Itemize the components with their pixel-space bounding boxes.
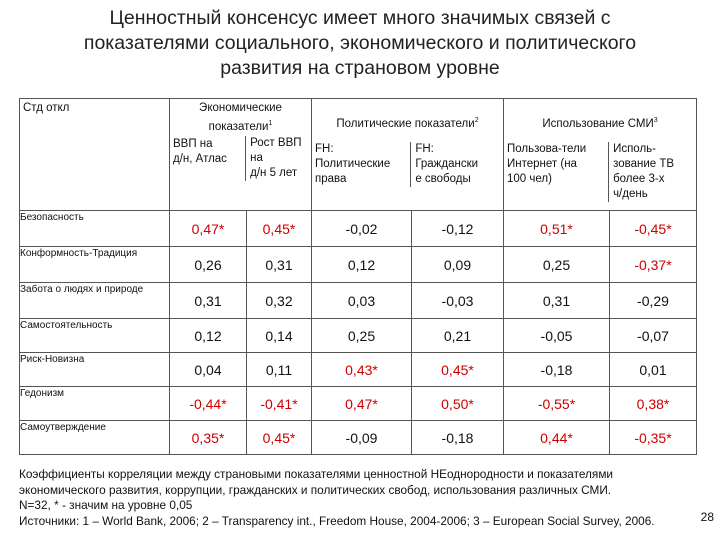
correlation-cell: -0,41* (247, 387, 312, 421)
col-civ-line2: Граждански (415, 157, 479, 170)
col-header-political-rights (312, 142, 410, 187)
row-label: Конформность-Традиция (20, 247, 170, 283)
correlation-cell: 0,44* (504, 421, 610, 455)
col-tv-line4: ч/день (613, 187, 648, 200)
col-header-gdp-growth (245, 136, 311, 181)
table-row (20, 421, 697, 455)
footnote-line-4: Источники: 1 – World Bank, 2006; 2 – Transparency int., Freedom House, 2004-2006; 3 – European Social Survey, 2006. (19, 513, 655, 528)
correlation-cell: 0,38* (610, 387, 697, 421)
row-label: Забота о людях и природе (20, 283, 170, 319)
correlation-cell: 0,01 (610, 353, 697, 387)
corner-label: Стд откл (23, 102, 70, 114)
correlation-cell: -0,29 (610, 283, 697, 319)
media-group-label: Использование СМИ (542, 117, 654, 130)
correlation-cell: 0,11 (247, 353, 312, 387)
correlation-cell: 0,09 (412, 247, 504, 283)
title-line-1: Ценностный консенсус имеет много значимых связей с (109, 7, 611, 29)
col-tv-line2: зование ТВ (613, 157, 675, 170)
correlation-cell: -0,18 (504, 353, 610, 387)
col-gdp-line1: ВВП на (173, 137, 213, 150)
correlation-cell: 0,32 (247, 283, 312, 319)
economic-header (170, 99, 312, 211)
table-row (20, 283, 697, 319)
correlation-cell: -0,55* (504, 387, 610, 421)
economic-sup: 1 (268, 120, 273, 127)
correlation-cell: 0,12 (312, 247, 412, 283)
col-int-line2: Интернет (на (507, 157, 577, 170)
correlation-cell: -0,45* (610, 211, 697, 247)
footnote-line-2: экономического развития, коррупции, гражданских и политических свобод, использования различных СМИ. (19, 482, 612, 497)
correlation-cell: 0,31 (247, 247, 312, 283)
col-civ-line1: FH: (415, 142, 434, 155)
correlation-cell: -0,09 (312, 421, 412, 455)
correlation-cell: 0,47* (312, 387, 412, 421)
row-label: Самоутверждение (20, 421, 170, 455)
col-growth-line3: д/н 5 лет (250, 166, 298, 179)
slide-title (0, 6, 720, 81)
col-int-line1: Пользова-тели (507, 142, 587, 155)
correlation-cell: -0,05 (504, 319, 610, 353)
correlation-cell: 0,31 (504, 283, 610, 319)
table-row (20, 387, 697, 421)
media-header (504, 99, 697, 211)
footnote-line-1: Коэффициенты корреляции между страновыми показателями ценностной НЕоднородности и показателями (19, 467, 614, 481)
economic-group-label-2: показатели (208, 120, 269, 133)
correlation-cell: 0,45* (412, 353, 504, 387)
title-line-3: развития на страновом уровне (220, 57, 500, 79)
correlation-cell: -0,35* (610, 421, 697, 455)
correlation-cell: 0,45* (247, 421, 312, 455)
political-sup: 2 (474, 117, 479, 124)
col-growth-line1: Рост ВВП (250, 136, 302, 149)
table-row (20, 353, 697, 387)
row-label: Риск-Новизна (20, 353, 170, 387)
table-body (20, 211, 697, 455)
table-row (20, 211, 697, 247)
correlation-cell: -0,37* (610, 247, 697, 283)
correlation-cell: 0,12 (170, 319, 247, 353)
correlation-cell: 0,25 (312, 319, 412, 353)
correlation-cell: 0,43* (312, 353, 412, 387)
correlation-cell: -0,18 (412, 421, 504, 455)
col-civ-line3: е свободы (415, 172, 471, 185)
corner-cell (20, 99, 170, 211)
col-gdp-line2: д/н, Атлас (173, 152, 227, 165)
correlation-cell: -0,02 (312, 211, 412, 247)
correlation-cell: 0,35* (170, 421, 247, 455)
col-tv-line1: Исполь- (613, 142, 656, 155)
correlation-cell: -0,44* (170, 387, 247, 421)
correlation-cell: 0,45* (247, 211, 312, 247)
correlation-cell: 0,04 (170, 353, 247, 387)
col-pol-line1: FH: (315, 142, 334, 155)
col-int-line3: 100 чел) (507, 172, 552, 185)
correlation-cell: 0,03 (312, 283, 412, 319)
economic-group-label-1: Экономические (199, 102, 282, 114)
col-pol-line3: права (315, 172, 347, 185)
correlation-cell: 0,50* (412, 387, 504, 421)
table-row (20, 319, 697, 353)
political-header (312, 99, 504, 211)
row-label: Гедонизм (20, 387, 170, 421)
row-label: Самостоятельность (20, 319, 170, 353)
correlation-cell: 0,51* (504, 211, 610, 247)
col-header-internet-users (504, 142, 608, 202)
correlation-cell: -0,07 (610, 319, 697, 353)
correlation-cell: -0,03 (412, 283, 504, 319)
page-number: 28 (700, 510, 714, 524)
media-sup: 3 (653, 117, 658, 124)
col-header-gdp (170, 137, 245, 181)
correlation-table (19, 98, 697, 455)
footnote-line-3: N=32, * - значим на уровне 0,05 (19, 498, 193, 512)
title-line-2: показателями социального, экономического и политического (83, 32, 637, 54)
correlation-cell: 0,31 (170, 283, 247, 319)
col-header-tv-usage (608, 142, 696, 202)
correlation-cell: 0,26 (170, 247, 247, 283)
correlation-cell: 0,21 (412, 319, 504, 353)
col-growth-line2: на (250, 151, 263, 164)
correlation-cell: 0,25 (504, 247, 610, 283)
col-tv-line3: более 3-х (613, 172, 665, 185)
correlation-cell: -0,12 (412, 211, 504, 247)
footnote (19, 467, 719, 529)
political-group-label: Политические показатели (336, 117, 475, 130)
row-label: Безопасность (20, 211, 170, 247)
correlation-cell: 0,14 (247, 319, 312, 353)
table-row (20, 247, 697, 283)
col-header-civil-liberties (410, 142, 503, 187)
correlation-cell: 0,47* (170, 211, 247, 247)
col-pol-line2: Политические (315, 157, 391, 170)
